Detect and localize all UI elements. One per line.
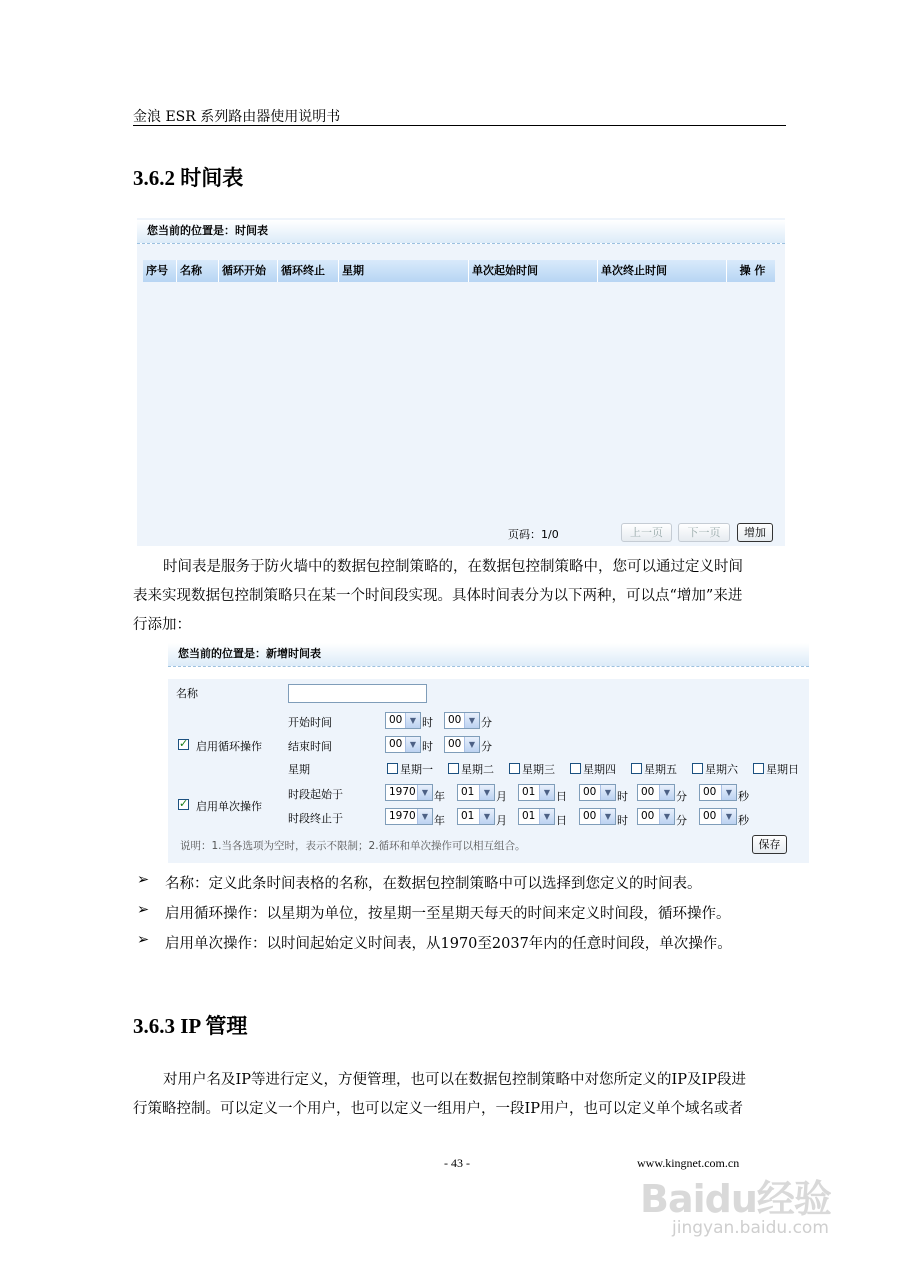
paragraph-line: 行添加： xyxy=(133,617,191,633)
bullet-arrow-icon: ➢ xyxy=(137,902,150,918)
end-second-select[interactable] xyxy=(699,808,737,825)
minute-unit: 分 xyxy=(481,740,492,753)
minute-unit: 分 xyxy=(676,814,687,827)
paragraph-line: 行策略控制。可以定义一个用户，也可以定义一组用户，一段IP用户，也可以定义单个域名或者 xyxy=(133,1101,743,1117)
chevron-down-icon: ▼ xyxy=(539,809,554,824)
weekday-checkbox-thu[interactable] xyxy=(570,763,581,774)
document-header-title: 金浪 ESR 系列路由器使用说明书 xyxy=(133,109,341,125)
chevron-down-icon: ▼ xyxy=(464,713,479,728)
select-value: 00 xyxy=(583,810,597,822)
end-year-select[interactable] xyxy=(385,808,433,825)
segment-end-label: 时段终止于 xyxy=(288,812,343,825)
weekday-label-thu: 星期四 xyxy=(583,763,616,776)
chevron-down-icon: ▼ xyxy=(479,809,494,824)
select-value: 01 xyxy=(522,786,536,798)
select-value: 00 xyxy=(389,738,403,750)
select-value: 00 xyxy=(448,738,462,750)
chevron-down-icon: ▼ xyxy=(659,809,674,824)
year-unit: 年 xyxy=(434,790,445,803)
chevron-down-icon: ▼ xyxy=(479,785,494,800)
select-value: 00 xyxy=(641,810,655,822)
form-note: 说明：1.当各选项为空时，表示不限制；2.循环和单次操作可以相互组合。 xyxy=(180,840,526,852)
minute-unit: 分 xyxy=(481,716,492,729)
watermark-url: jingyan.baidu.com xyxy=(672,1218,829,1238)
month-unit: 月 xyxy=(496,814,507,827)
weekday-label-sun: 星期日 xyxy=(766,763,799,776)
weekday-checkbox-fri[interactable] xyxy=(631,763,642,774)
page-number: - 43 - xyxy=(444,1156,470,1170)
start-time-label: 开始时间 xyxy=(288,716,332,729)
column-header-actions: 操 作 xyxy=(739,264,766,277)
select-value: 1970 xyxy=(389,810,416,822)
paragraph-line: 表来实现数据包控制策略只在某一个时间段实现。具体时间表分为以下两种，可以点“增加”来进 xyxy=(133,588,743,604)
select-value: 01 xyxy=(461,786,475,798)
select-value: 00 xyxy=(583,786,597,798)
table-header xyxy=(143,260,775,282)
start-day-select[interactable] xyxy=(518,784,555,801)
bullet-text-loop: 启用循环操作：以星期为单位，按星期一至星期天每天的时间来定义时间段，循环操作。 xyxy=(165,906,731,922)
time-table-screenshot xyxy=(137,218,785,546)
hour-unit: 时 xyxy=(617,814,628,827)
weekday-checkbox-wed[interactable] xyxy=(509,763,520,774)
start-minute-select[interactable] xyxy=(637,784,675,801)
select-value: 01 xyxy=(522,810,536,822)
start-month-select[interactable] xyxy=(457,784,495,801)
chevron-down-icon: ▼ xyxy=(539,785,554,800)
end-hour-select[interactable] xyxy=(385,736,421,753)
month-unit: 月 xyxy=(496,790,507,803)
select-value: 00 xyxy=(448,714,462,726)
select-value: 1970 xyxy=(389,786,416,798)
weekday-label-fri: 星期五 xyxy=(644,763,677,776)
footer-site: www.kingnet.com.cn xyxy=(637,1156,740,1170)
end-hour-select[interactable] xyxy=(579,808,616,825)
weekday-checkbox-sun[interactable] xyxy=(753,763,764,774)
weekday-label-wed: 星期三 xyxy=(522,763,555,776)
bullet-text-name: 名称：定义此条时间表格的名称，在数据包控制策略中可以选择到您定义的时间表。 xyxy=(165,876,702,892)
enable-once-label: 启用单次操作 xyxy=(196,800,262,813)
save-button[interactable]: 保存 xyxy=(752,835,787,854)
weekday-label: 星期 xyxy=(288,763,310,776)
day-unit: 日 xyxy=(556,814,567,827)
column-header-name: 名称 xyxy=(177,260,219,282)
chevron-down-icon: ▼ xyxy=(600,785,615,800)
chevron-down-icon: ▼ xyxy=(405,737,420,752)
second-unit: 秒 xyxy=(738,790,749,803)
paragraph-line: 时间表是服务于防火墙中的数据包控制策略的，在数据包控制策略中，您可以通过定义时间 xyxy=(163,559,743,575)
chevron-down-icon: ▼ xyxy=(721,785,736,800)
enable-loop-checkbox[interactable] xyxy=(178,739,189,750)
end-time-label: 结束时间 xyxy=(288,740,332,753)
start-year-select[interactable] xyxy=(385,784,433,801)
select-value: 00 xyxy=(641,786,655,798)
column-header-weekday: 星期 xyxy=(339,260,469,282)
end-month-select[interactable] xyxy=(457,808,495,825)
chevron-down-icon: ▼ xyxy=(464,737,479,752)
select-value: 00 xyxy=(703,810,717,822)
bullet-arrow-icon: ➢ xyxy=(137,932,150,948)
column-header-once-start: 单次起始时间 xyxy=(469,260,598,282)
weekday-checkbox-sat[interactable] xyxy=(692,763,703,774)
section-heading-time-table: 3.6.2 时间表 xyxy=(133,166,244,190)
column-header-index: 序号 xyxy=(143,260,177,282)
start-hour-select[interactable] xyxy=(385,712,421,729)
baidu-watermark-logo: Baidu经验 xyxy=(640,1177,831,1221)
enable-once-checkbox[interactable] xyxy=(178,799,189,810)
minute-unit: 分 xyxy=(676,790,687,803)
breadcrumb: 您当前的位置是：时间表 xyxy=(137,220,785,244)
column-header-once-end: 单次终止时间 xyxy=(598,260,727,282)
bullet-arrow-icon: ➢ xyxy=(137,872,150,888)
year-unit: 年 xyxy=(434,814,445,827)
name-label: 名称 xyxy=(176,687,198,700)
weekday-label-mon: 星期一 xyxy=(400,763,433,776)
chevron-down-icon: ▼ xyxy=(405,713,420,728)
weekday-label-tue: 星期二 xyxy=(461,763,494,776)
chevron-down-icon: ▼ xyxy=(659,785,674,800)
weekday-label-sat: 星期六 xyxy=(705,763,738,776)
chevron-down-icon: ▼ xyxy=(417,809,432,824)
paragraph-line: 对用户名及IP等进行定义，方便管理，也可以在数据包控制策略中对您所定义的IP及IP段进 xyxy=(163,1072,746,1088)
add-button[interactable]: 增加 xyxy=(737,523,773,542)
day-unit: 日 xyxy=(556,790,567,803)
chevron-down-icon: ▼ xyxy=(600,809,615,824)
column-header-loop-end: 循环终止 xyxy=(278,260,339,282)
segment-start-label: 时段起始于 xyxy=(288,788,343,801)
end-minute-select[interactable] xyxy=(444,736,480,753)
select-value: 01 xyxy=(461,810,475,822)
end-minute-select[interactable] xyxy=(637,808,675,825)
prev-page-button[interactable]: 上一页 xyxy=(621,523,672,542)
select-value: 00 xyxy=(389,714,403,726)
bullet-text-once: 启用单次操作：以时间起始定义时间表，从1970至2037年内的任意时间段，单次操作。 xyxy=(165,936,732,952)
chevron-down-icon: ▼ xyxy=(417,785,432,800)
hour-unit: 时 xyxy=(422,740,433,753)
weekday-checkbox-mon[interactable] xyxy=(387,763,398,774)
end-day-select[interactable] xyxy=(518,808,555,825)
hour-unit: 时 xyxy=(617,790,628,803)
chevron-down-icon: ▼ xyxy=(721,809,736,824)
start-minute-select[interactable] xyxy=(444,712,480,729)
section-heading-ip-management: 3.6.3 IP 管理 xyxy=(133,1014,248,1038)
add-time-table-screenshot xyxy=(168,641,809,863)
start-hour-select[interactable] xyxy=(579,784,616,801)
column-header-loop-start: 循环开始 xyxy=(219,260,278,282)
enable-loop-label: 启用循环操作 xyxy=(196,740,262,753)
hour-unit: 时 xyxy=(422,716,433,729)
weekday-checkbox-tue[interactable] xyxy=(448,763,459,774)
second-unit: 秒 xyxy=(738,814,749,827)
header-divider xyxy=(133,125,786,126)
select-value: 00 xyxy=(703,786,717,798)
page-info: 页码：1/0 xyxy=(508,528,559,541)
breadcrumb: 您当前的位置是：新增时间表 xyxy=(168,643,809,667)
name-input[interactable] xyxy=(288,684,427,703)
start-second-select[interactable] xyxy=(699,784,737,801)
next-page-button[interactable]: 下一页 xyxy=(678,523,730,542)
